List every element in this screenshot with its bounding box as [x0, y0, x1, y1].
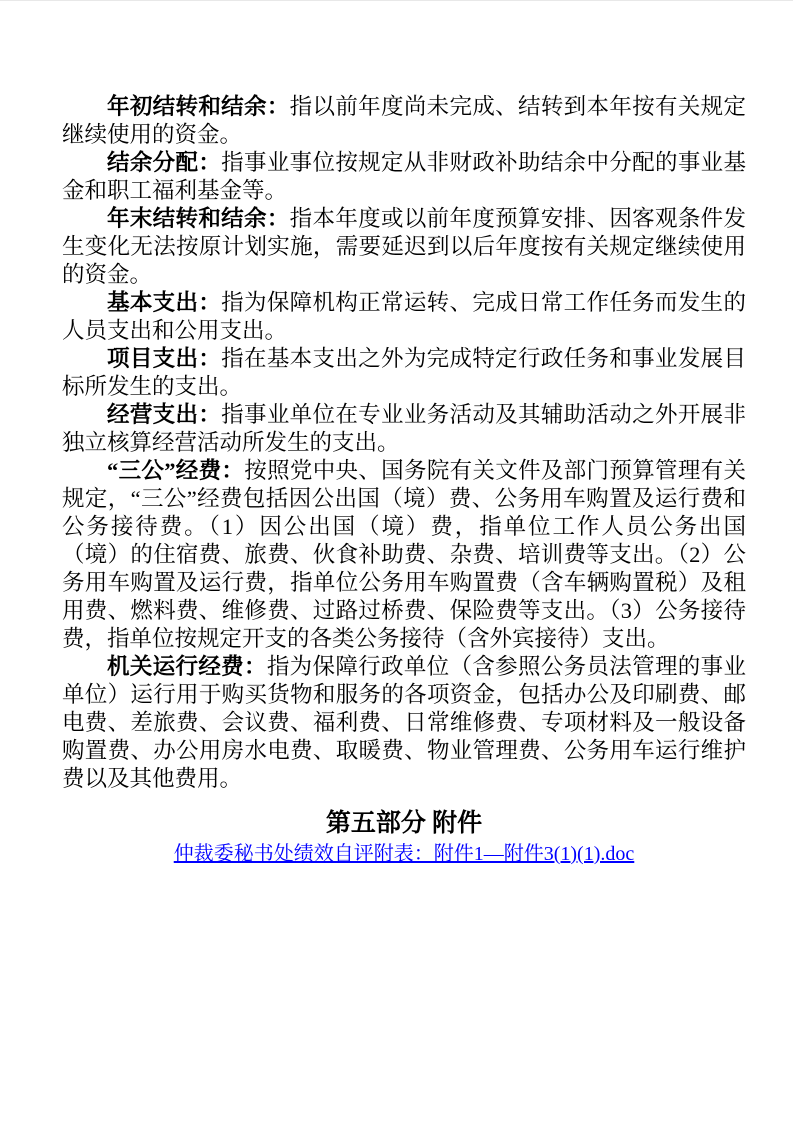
term-text: 指在基本支出之外为完成特定行政任务和事业发展目标所发生的支出。: [62, 346, 746, 399]
term-text: 指为保障机构正常运转、完成日常工作任务而发生的人员支出和公用支出。: [62, 290, 746, 343]
term-text: 按照党中央、国务院有关文件及部门预算管理有关规定，“三公”经费包括因公出国（境）费、公务用车购置及运行费和公务接待费。（1）因公出国（境）费，指单位工作人员公务出国（境）的住宿费、旅费、伙食补助费、杂费、培训费等支出。（2）公务用车购置及运行费，指单位公务用车购置费（含车辆购置税）及租用费、燃料费、维修费、过路过桥费、保险费等支出。（3）公务接待费，指单位按规定开支的各类公务接待（含外宾接待）支出。: [62, 458, 746, 651]
term-label: 结余分配：: [107, 150, 222, 175]
attachment-link-line: [62, 841, 746, 867]
section-heading: 第五部分 附件: [325, 810, 483, 837]
term-text: 指本年度或以前年度预算安排、因客观条件发生变化无法按原计划实施，需要延迟到以后年度按有关规定继续使用的资金。: [62, 206, 746, 287]
term-text: 指为保障行政单位（含参照公务员法管理的事业单位）运行用于购买货物和服务的各项资金，包括办公及印刷费、邮电费、差旅费、会议费、福利费、日常维修费、专项材料及一般设备购置费、办公用房水电费、取暖费、物业管理费、公务用车运行维护费以及其他费用。: [62, 654, 746, 791]
para-agency-operating-funds: [62, 653, 746, 793]
para-project-expenditure: [62, 345, 746, 401]
term-label: 基本支出：: [107, 290, 222, 315]
term-label: 年末结转和结余：: [107, 206, 290, 231]
para-basic-expenditure: [62, 289, 746, 345]
term-text: 指以前年度尚未完成、结转到本年按有关规定继续使用的资金。: [62, 94, 746, 147]
term-text: 指事业事位按规定从非财政补助结余中分配的事业基金和职工福利基金等。: [62, 150, 746, 203]
para-year-end-carryover: [62, 205, 746, 289]
term-text: 指事业单位在专业业务活动及其辅助活动之外开展非独立核算经营活动所发生的支出。: [62, 402, 746, 455]
term-label: 项目支出：: [107, 346, 222, 371]
para-operating-expenditure: [62, 401, 746, 457]
term-label: “三公”经费：: [107, 458, 245, 483]
para-surplus-distribution: [62, 149, 746, 205]
term-label: 经营支出：: [107, 402, 222, 427]
term-label: 年初结转和结余：: [107, 94, 290, 119]
attachment-link[interactable]: 仲裁委秘书处绩效自评附表：附件1—附件3(1)(1).doc: [173, 843, 635, 865]
term-label: 机关运行经费：: [107, 654, 267, 679]
document-content: [62, 93, 746, 867]
para-three-public-funds: [62, 457, 746, 653]
para-year-start-carryover: [62, 93, 746, 149]
